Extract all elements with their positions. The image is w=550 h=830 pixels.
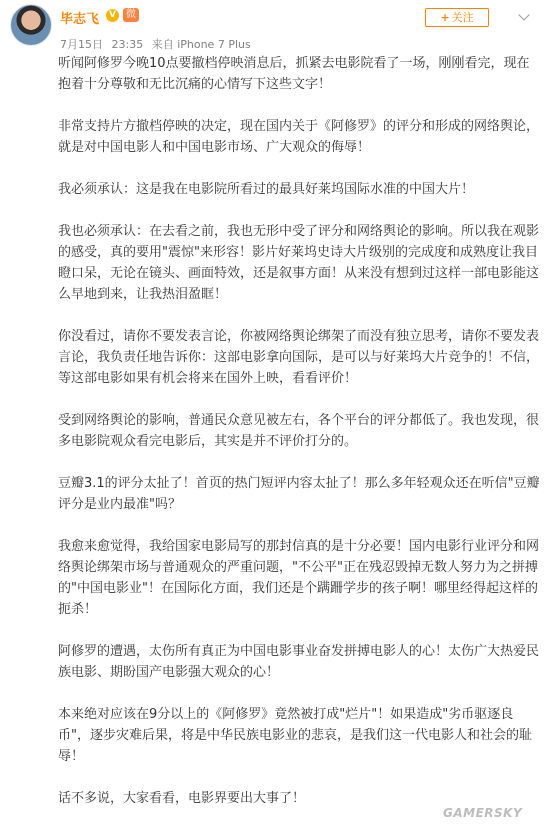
watermark-logo: GAMERSKY [443, 806, 523, 820]
post-paragraph: 阿修罗的遭遇，太伤所有真正为中国电影事业奋发拼搏电影人的心！太伤广大热爱民族电影、期盼国产电影强大观众的心！ [58, 644, 540, 680]
post-meta [60, 36, 256, 52]
post-date[interactable]: 7月15日 [60, 38, 103, 51]
plus-icon: + [440, 11, 450, 24]
post-paragraph: 听闻阿修罗今晚10点要撤档停映消息后，抓紧去电影院看了一场，刚刚看完，现在抱着十分尊敬和无比沉痛的心情写下这些文字！ [58, 56, 530, 92]
post-paragraph: 我必须承认：这是我在电影院所看过的最具好莱坞国际水准的中国大片！ [58, 182, 475, 197]
follow-button[interactable] [425, 8, 489, 27]
post-paragraph: 我也必须承认：在去看之前，我也无形中受了评分和网络舆论的影响。所以我在观影的感受，真的要用"震惊"来形容！影片好莱坞史诗大片级别的完成度和成熟度让我目瞪口呆，无论在镜头、画面特效，还是叙事方面！从来没有想到过这样一部电影能这么早地到来，让我热泪盈眶！ [58, 224, 540, 302]
post-time[interactable]: 23:35 [111, 38, 144, 51]
post-paragraph: 非常支持片方撤档停映的决定，现在国内关于《阿修罗》的评分和形成的网络舆论，就是对中国电影人和中国电影市场、广大观众的侮辱！ [58, 119, 540, 155]
avatar[interactable] [10, 4, 52, 46]
post-paragraph: 我愈来愈觉得，我给国家电影局写的那封信真的是十分必要！国内电影行业评分和网络舆论绑架市场与普通观众的严重问题，"不公平"正在残忍毁掉无数人努力为之拼搏的"中国电影业"！在国际化方面，我们还是个蹒跚学步的孩子啊！哪里经得起这样的扼杀！ [58, 539, 540, 617]
post-source: 来自 iPhone 7 Plus [151, 38, 251, 51]
post-paragraph: 受到网络舆论的影响，普通民众意见被左右，各个平台的评分都低了。我也发现，很多电影院观众看完电影后，其实是并不评价打分的。 [58, 413, 540, 449]
member-badge-icon: 微 [123, 8, 139, 22]
chevron-down-icon[interactable] [518, 9, 529, 20]
username[interactable]: 毕志飞 [60, 12, 100, 27]
post-paragraph: 豆瓣3.1的评分太扯了！首页的热门短评内容太扯了！那么多年轻观众还在听信"豆瓣评分是业内最准"吗？ [58, 476, 540, 512]
post-paragraph: 话不多说，大家看看，电影界要出大事了！ [58, 791, 306, 806]
post-paragraph: 本来绝对应该在9分以上的《阿修罗》竟然被打成"烂片"！如果造成"劣币驱逐良币"，逐步灾难后果，将是中华民族电影业的悲哀，是我们这一代电影人和社会的耻辱！ [58, 707, 532, 764]
follow-button-label: 关注 [451, 11, 474, 24]
post-body [58, 53, 540, 830]
post-paragraph: 你没看过，请你不要发表言论，你被网络舆论绑架了而没有独立思考，请你不要发表言论，我负责任地告诉你：这部电影拿向国际，是可以与好莱坞大片竞争的！不信，等这部电影如果有机会将来在国外上映，看看评价！ [58, 329, 540, 386]
verified-badge-icon: V [106, 9, 119, 22]
